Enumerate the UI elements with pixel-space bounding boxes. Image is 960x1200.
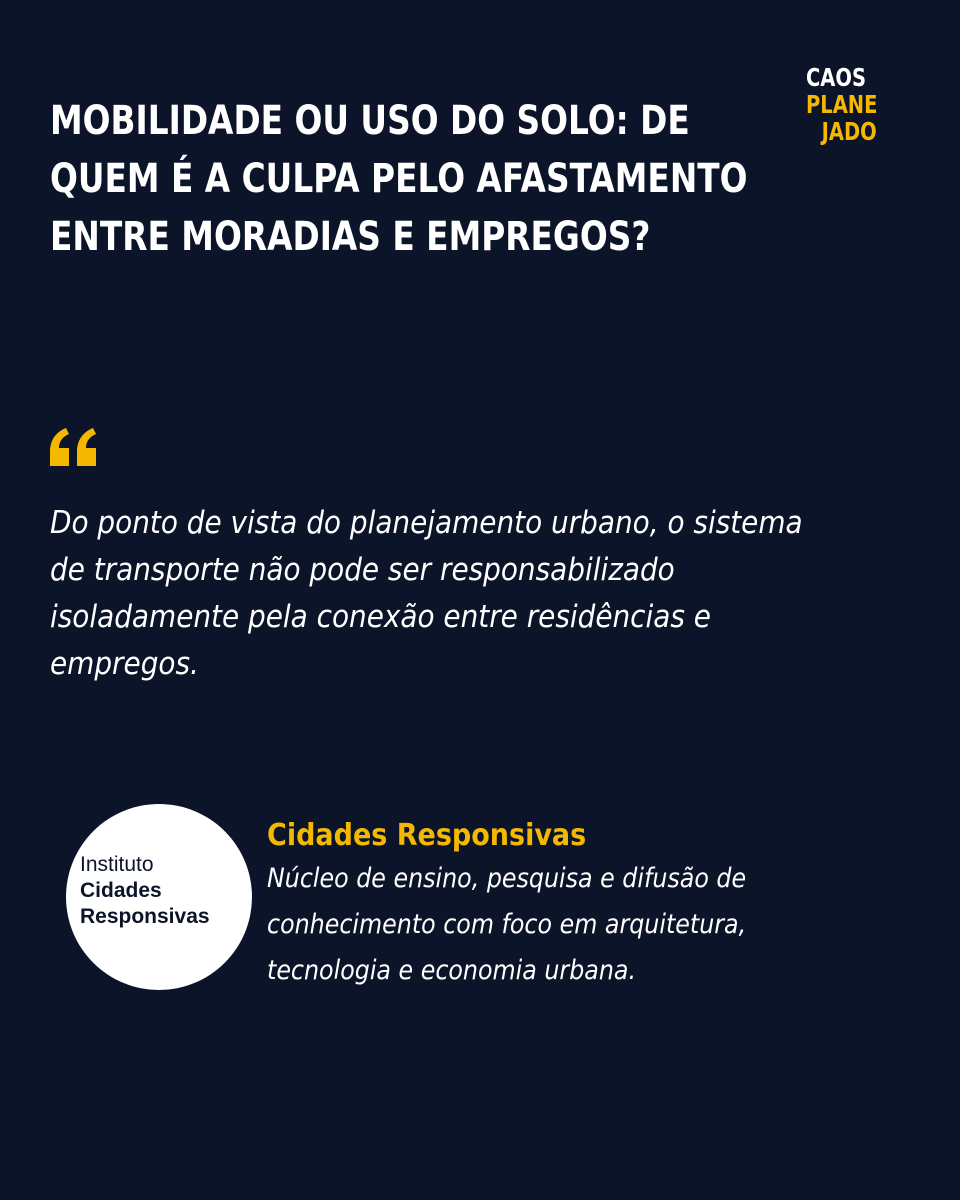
author-logo-text bbox=[80, 852, 250, 930]
logo-line-2: PLANE bbox=[806, 90, 878, 119]
author-logo-line-3: Responsivas bbox=[80, 905, 210, 928]
author-logo-line-2: Cidades bbox=[80, 879, 162, 902]
quote-icon bbox=[48, 428, 100, 468]
headline-title: MOBILIDADE OU USO DO SOLO: DE QUEM É A CULPA PELO AFASTAMENTO ENTRE MORADIAS E EMPREGOS? bbox=[50, 98, 748, 260]
author-name: Cidades Responsivas bbox=[267, 818, 587, 853]
logo-line-3: JADO bbox=[821, 117, 877, 146]
author-logo-line-1: Instituto bbox=[80, 853, 154, 876]
author-description: Núcleo de ensino, pesquisa e difusão de conhecimento com foco em arquitetura, tecnologia e economia urbana. bbox=[267, 863, 747, 986]
caos-planejado-logo bbox=[806, 63, 878, 146]
quote-text: Do ponto de vista do planejamento urbano, o sistema de transporte não pode ser responsabilizado isoladamente pela conexão entre residências e empregos. bbox=[50, 505, 803, 682]
logo-line-1: CAOS bbox=[806, 63, 867, 92]
